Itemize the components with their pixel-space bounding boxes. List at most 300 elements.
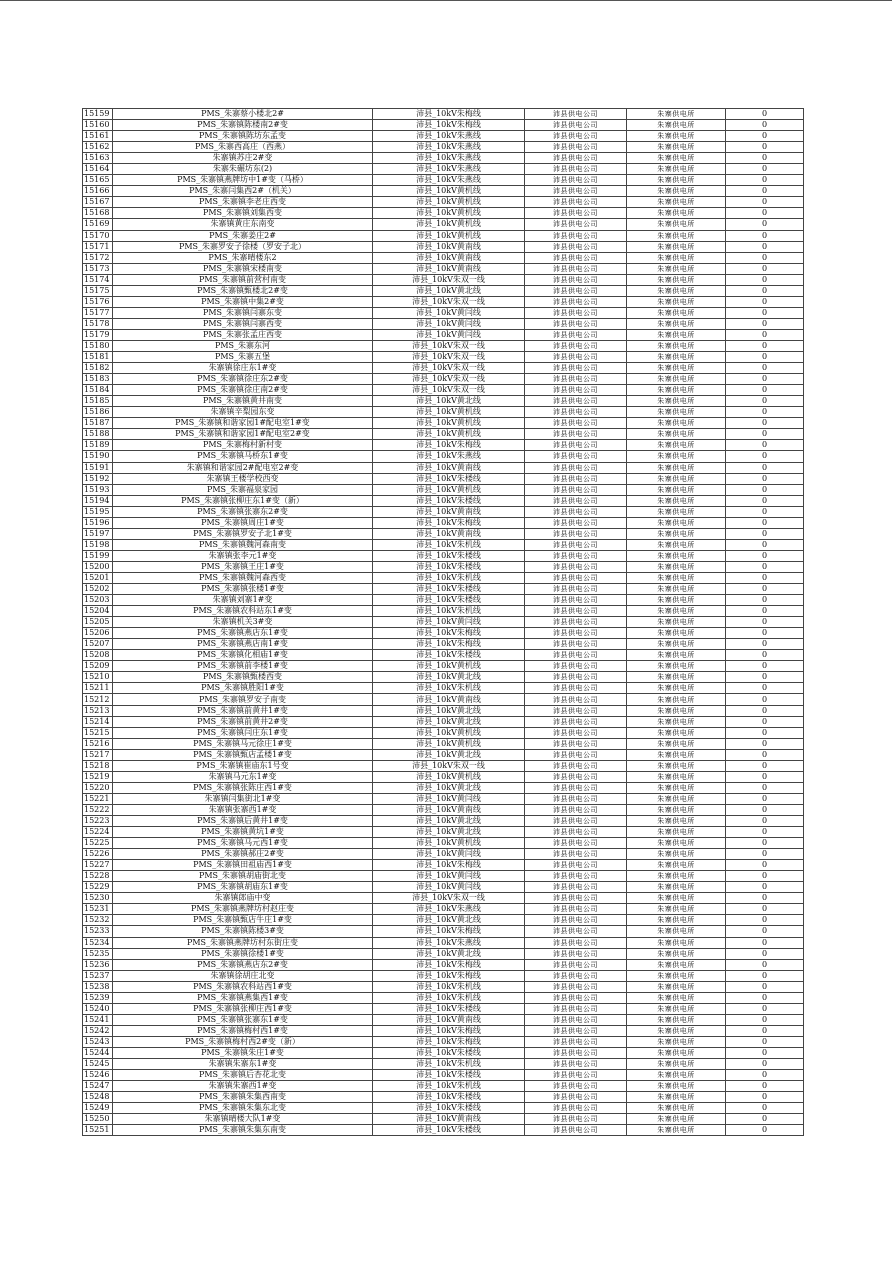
value-cell: 0 [726,252,804,263]
supply-office-cell: 朱寨供电所 [627,816,726,827]
table-row [83,1081,804,1092]
row-id-cell: 15242 [83,1025,113,1036]
transformer-name-cell: 朱寨镇闫集街北1#变 [113,793,373,804]
table-row [83,307,804,318]
feeder-line-cell: 沛县_10kV黄机线 [373,661,525,672]
transformer-name-cell: PMS_朱寨张孟庄西变 [113,329,373,340]
row-id-cell: 15197 [83,528,113,539]
supply-office-cell: 朱寨供电所 [627,1070,726,1081]
supply-office-cell: 朱寨供电所 [627,517,726,528]
value-cell: 0 [726,550,804,561]
value-cell: 0 [726,904,804,915]
supply-office-cell: 朱寨供电所 [627,871,726,882]
feeder-line-cell: 沛县_10kV朱双一线 [373,352,525,363]
table-row [83,407,804,418]
supply-company-cell: 沛县供电公司 [525,1059,627,1070]
feeder-line-cell: 沛县_10kV黄机线 [373,771,525,782]
supply-office-cell: 朱寨供电所 [627,1059,726,1070]
supply-office-cell: 朱寨供电所 [627,584,726,595]
supply-company-cell: 沛县供电公司 [525,517,627,528]
supply-office-cell: 朱寨供电所 [627,948,726,959]
row-id-cell: 15210 [83,672,113,683]
value-cell: 0 [726,992,804,1003]
value-cell: 0 [726,1036,804,1047]
table-row [83,1036,804,1047]
supply-company-cell: 沛县供电公司 [525,285,627,296]
transformer-name-cell: PMS_朱寨镇马元徐庄1#变 [113,738,373,749]
value-cell: 0 [726,539,804,550]
supply-company-cell: 沛县供电公司 [525,142,627,153]
row-id-cell: 15232 [83,915,113,926]
transformer-name-cell: PMS_朱寨梅村新村变 [113,440,373,451]
supply-company-cell: 沛县供电公司 [525,915,627,926]
table-row [83,804,804,815]
transformer-name-cell: PMS_朱寨镇周庄1#变 [113,517,373,528]
supply-office-cell: 朱寨供电所 [627,142,726,153]
supply-office-cell: 朱寨供电所 [627,1003,726,1014]
row-id-cell: 15224 [83,827,113,838]
feeder-line-cell: 沛县_10kV黄北线 [373,705,525,716]
supply-company-cell: 沛县供电公司 [525,1025,627,1036]
transformer-name-cell: PMS_朱寨镇张柳庄东1#变（新） [113,495,373,506]
feeder-line-cell: 沛县_10kV黄北线 [373,782,525,793]
row-id-cell: 15243 [83,1036,113,1047]
supply-office-cell: 朱寨供电所 [627,307,726,318]
supply-office-cell: 朱寨供电所 [627,661,726,672]
supply-office-cell: 朱寨供电所 [627,241,726,252]
supply-office-cell: 朱寨供电所 [627,827,726,838]
value-cell: 0 [726,738,804,749]
value-cell: 0 [726,451,804,462]
supply-company-cell: 沛县供电公司 [525,782,627,793]
feeder-line-cell: 沛县_10kV黄机线 [373,727,525,738]
feeder-line-cell: 沛县_10kV朱燕线 [373,451,525,462]
supply-company-cell: 沛县供电公司 [525,672,627,683]
table-row [83,539,804,550]
row-id-cell: 15236 [83,959,113,970]
table-row [83,241,804,252]
value-cell: 0 [726,639,804,650]
supply-company-cell: 沛县供电公司 [525,1070,627,1081]
value-cell: 0 [726,374,804,385]
supply-office-cell: 朱寨供电所 [627,1014,726,1025]
row-id-cell: 15195 [83,506,113,517]
transformer-name-cell: PMS_朱寨镇徐庄南2#变 [113,385,373,396]
supply-office-cell: 朱寨供电所 [627,1025,726,1036]
row-id-cell: 15159 [83,109,113,120]
row-id-cell: 15163 [83,153,113,164]
value-cell: 0 [726,572,804,583]
supply-company-cell: 沛县供电公司 [525,352,627,363]
row-id-cell: 15223 [83,816,113,827]
feeder-line-cell: 沛县_10kV朱楼线 [373,495,525,506]
value-cell: 0 [726,561,804,572]
feeder-line-cell: 沛县_10kV朱楼线 [373,1103,525,1114]
supply-office-cell: 朱寨供电所 [627,385,726,396]
feeder-line-cell: 沛县_10kV朱燕线 [373,937,525,948]
feeder-line-cell: 沛县_10kV黄闫线 [373,882,525,893]
value-cell: 0 [726,285,804,296]
value-cell: 0 [726,959,804,970]
supply-office-cell: 朱寨供电所 [627,340,726,351]
transformer-name-cell: PMS_朱寨镇燕集西1#变 [113,992,373,1003]
supply-company-cell: 沛县供电公司 [525,827,627,838]
feeder-line-cell: 沛县_10kV朱梅线 [373,970,525,981]
table-row [83,1047,804,1058]
row-id-cell: 15169 [83,219,113,230]
supply-company-cell: 沛县供电公司 [525,1114,627,1125]
transformer-name-cell: PMS_朱寨镇闫寨东变 [113,307,373,318]
table-row [83,418,804,429]
supply-company-cell: 沛县供电公司 [525,307,627,318]
supply-office-cell: 朱寨供电所 [627,329,726,340]
table-row [83,1103,804,1114]
supply-company-cell: 沛县供电公司 [525,197,627,208]
table-row [83,429,804,440]
supply-company-cell: 沛县供电公司 [525,760,627,771]
feeder-line-cell: 沛县_10kV黄机线 [373,838,525,849]
value-cell: 0 [726,352,804,363]
supply-office-cell: 朱寨供电所 [627,197,726,208]
page-top-rule [0,0,892,1]
supply-office-cell: 朱寨供电所 [627,838,726,849]
supply-office-cell: 朱寨供电所 [627,639,726,650]
row-id-cell: 15200 [83,561,113,572]
supply-company-cell: 沛县供电公司 [525,893,627,904]
supply-office-cell: 朱寨供电所 [627,705,726,716]
supply-company-cell: 沛县供电公司 [525,1047,627,1058]
substation-table [82,108,804,1136]
transformer-name-cell: 朱寨镇郎庙中变 [113,893,373,904]
supply-office-cell: 朱寨供电所 [627,109,726,120]
value-cell: 0 [726,683,804,694]
feeder-line-cell: 沛县_10kV朱双一线 [373,760,525,771]
value-cell: 0 [726,1125,804,1136]
supply-company-cell: 沛县供电公司 [525,617,627,628]
value-cell: 0 [726,462,804,473]
value-cell: 0 [726,473,804,484]
supply-office-cell: 朱寨供电所 [627,153,726,164]
table-row [83,1114,804,1125]
row-id-cell: 15220 [83,782,113,793]
table-row [83,495,804,506]
supply-office-cell: 朱寨供电所 [627,451,726,462]
value-cell: 0 [726,860,804,871]
row-id-cell: 15192 [83,473,113,484]
transformer-name-cell: PMS_朱寨镇农科站西1#变 [113,981,373,992]
supply-company-cell: 沛县供电公司 [525,628,627,639]
row-id-cell: 15162 [83,142,113,153]
table-row [83,584,804,595]
supply-company-cell: 沛县供电公司 [525,219,627,230]
feeder-line-cell: 沛县_10kV朱机线 [373,606,525,617]
feeder-line-cell: 沛县_10kV黄南线 [373,528,525,539]
row-id-cell: 15235 [83,948,113,959]
feeder-line-cell: 沛县_10kV黄南线 [373,1114,525,1125]
table-row [83,374,804,385]
supply-company-cell: 沛县供电公司 [525,948,627,959]
transformer-name-cell: PMS_朱寨镇和谐家园1#配电室1#变 [113,418,373,429]
transformer-name-cell: PMS_朱寨镇和谐家园1#配电室2#变 [113,429,373,440]
transformer-name-cell: PMS_朱寨镇魏河森西变 [113,572,373,583]
transformer-name-cell: PMS_朱寨镇朱庄1#变 [113,1047,373,1058]
transformer-name-cell: PMS_朱寨镇徐庄东2#变 [113,374,373,385]
feeder-line-cell: 沛县_10kV朱楼线 [373,1003,525,1014]
table-row [83,120,804,131]
feeder-line-cell: 沛县_10kV朱机线 [373,539,525,550]
supply-company-cell: 沛县供电公司 [525,937,627,948]
supply-company-cell: 沛县供电公司 [525,506,627,517]
table-row [83,208,804,219]
supply-office-cell: 朱寨供电所 [627,186,726,197]
supply-office-cell: 朱寨供电所 [627,1103,726,1114]
feeder-line-cell: 沛县_10kV黄南线 [373,694,525,705]
supply-office-cell: 朱寨供电所 [627,793,726,804]
row-id-cell: 15193 [83,484,113,495]
value-cell: 0 [726,793,804,804]
transformer-name-cell: PMS_朱寨镇朱集西南变 [113,1092,373,1103]
table-row [83,760,804,771]
feeder-line-cell: 沛县_10kV朱楼线 [373,1070,525,1081]
transformer-name-cell: PMS_朱寨福泉家园 [113,484,373,495]
feeder-line-cell: 沛县_10kV黄机线 [373,219,525,230]
supply-company-cell: 沛县供电公司 [525,550,627,561]
supply-office-cell: 朱寨供电所 [627,683,726,694]
value-cell: 0 [726,1092,804,1103]
transformer-name-cell: 朱寨镇黄庄东南变 [113,219,373,230]
transformer-name-cell: PMS_朱寨镇燕店南1#变 [113,639,373,650]
transformer-name-cell: PMS_朱寨镇郝庄2#变 [113,849,373,860]
row-id-cell: 15160 [83,120,113,131]
transformer-name-cell: PMS_朱寨镇中集2#变 [113,296,373,307]
feeder-line-cell: 沛县_10kV黄北线 [373,716,525,727]
supply-company-cell: 沛县供电公司 [525,263,627,274]
table-row [83,528,804,539]
transformer-name-cell: 朱寨镇徐庄东1#变 [113,363,373,374]
supply-company-cell: 沛县供电公司 [525,860,627,871]
row-id-cell: 15161 [83,131,113,142]
value-cell: 0 [726,838,804,849]
value-cell: 0 [726,650,804,661]
value-cell: 0 [726,120,804,131]
feeder-line-cell: 沛县_10kV黄机线 [373,197,525,208]
transformer-name-cell: PMS_朱寨镇农科站东1#变 [113,606,373,617]
feeder-line-cell: 沛县_10kV黄北线 [373,827,525,838]
supply-company-cell: 沛县供电公司 [525,274,627,285]
row-id-cell: 15246 [83,1070,113,1081]
transformer-name-cell: PMS_朱寨镇后杏花北变 [113,1070,373,1081]
table-row [83,838,804,849]
table-row [83,219,804,230]
table-row [83,230,804,241]
row-id-cell: 15245 [83,1059,113,1070]
value-cell: 0 [726,418,804,429]
feeder-line-cell: 沛县_10kV朱梅线 [373,628,525,639]
transformer-name-cell: PMS_朱寨镇罗安子北1#变 [113,528,373,539]
transformer-name-cell: PMS_朱寨镇魏河森南变 [113,539,373,550]
supply-office-cell: 朱寨供电所 [627,495,726,506]
transformer-name-cell: 朱寨镇机关3#变 [113,617,373,628]
table-row [83,274,804,285]
feeder-line-cell: 沛县_10kV黄闫线 [373,318,525,329]
supply-company-cell: 沛县供电公司 [525,252,627,263]
transformer-name-cell: PMS_朱寨镇梅村西2#变（新） [113,1036,373,1047]
supply-office-cell: 朱寨供电所 [627,1036,726,1047]
feeder-line-cell: 沛县_10kV黄机线 [373,429,525,440]
value-cell: 0 [726,131,804,142]
row-id-cell: 15227 [83,860,113,871]
value-cell: 0 [726,827,804,838]
supply-company-cell: 沛县供电公司 [525,120,627,131]
table-row [83,252,804,263]
table-row [83,981,804,992]
feeder-line-cell: 沛县_10kV朱梅线 [373,926,525,937]
table-row [83,506,804,517]
value-cell: 0 [726,584,804,595]
row-id-cell: 15239 [83,992,113,1003]
supply-company-cell: 沛县供电公司 [525,451,627,462]
value-cell: 0 [726,804,804,815]
feeder-line-cell: 沛县_10kV黄南线 [373,263,525,274]
supply-company-cell: 沛县供电公司 [525,1036,627,1047]
table-row [83,816,804,827]
feeder-line-cell: 沛县_10kV黄机线 [373,738,525,749]
supply-company-cell: 沛县供电公司 [525,959,627,970]
transformer-name-cell: PMS_朱寨镇前营村南变 [113,274,373,285]
row-id-cell: 15209 [83,661,113,672]
value-cell: 0 [726,495,804,506]
feeder-line-cell: 沛县_10kV黄北线 [373,672,525,683]
supply-office-cell: 朱寨供电所 [627,263,726,274]
value-cell: 0 [726,849,804,860]
row-id-cell: 15206 [83,628,113,639]
feeder-line-cell: 沛县_10kV朱楼线 [373,1047,525,1058]
transformer-name-cell: PMS_朱寨五堡 [113,352,373,363]
table-row [83,109,804,120]
value-cell: 0 [726,661,804,672]
value-cell: 0 [726,771,804,782]
table-row [83,959,804,970]
supply-company-cell: 沛县供电公司 [525,363,627,374]
row-id-cell: 15215 [83,727,113,738]
table-row [83,617,804,628]
feeder-line-cell: 沛县_10kV朱楼线 [373,650,525,661]
feeder-line-cell: 沛县_10kV黄闫线 [373,793,525,804]
feeder-line-cell: 沛县_10kV朱燕线 [373,142,525,153]
supply-office-cell: 朱寨供电所 [627,539,726,550]
transformer-name-cell: 朱寨镇张李元1#变 [113,550,373,561]
transformer-name-cell: PMS_朱寨镇崔庙东1号变 [113,760,373,771]
supply-office-cell: 朱寨供电所 [627,1092,726,1103]
row-id-cell: 15213 [83,705,113,716]
table-row [83,705,804,716]
value-cell: 0 [726,153,804,164]
table-row [83,484,804,495]
table-row [83,1003,804,1014]
supply-office-cell: 朱寨供电所 [627,606,726,617]
feeder-line-cell: 沛县_10kV黄北线 [373,816,525,827]
supply-office-cell: 朱寨供电所 [627,352,726,363]
supply-office-cell: 朱寨供电所 [627,274,726,285]
value-cell: 0 [726,948,804,959]
feeder-line-cell: 沛县_10kV朱梅线 [373,639,525,650]
supply-office-cell: 朱寨供电所 [627,528,726,539]
transformer-name-cell: 朱寨镇晴楼大队1#变 [113,1114,373,1125]
transformer-name-cell: PMS_朱寨姜庄2# [113,230,373,241]
supply-company-cell: 沛县供电公司 [525,694,627,705]
row-id-cell: 15164 [83,164,113,175]
supply-company-cell: 沛县供电公司 [525,109,627,120]
value-cell: 0 [726,296,804,307]
supply-office-cell: 朱寨供电所 [627,219,726,230]
supply-office-cell: 朱寨供电所 [627,363,726,374]
supply-office-cell: 朱寨供电所 [627,937,726,948]
supply-company-cell: 沛县供电公司 [525,572,627,583]
supply-office-cell: 朱寨供电所 [627,318,726,329]
table-row [83,749,804,760]
feeder-line-cell: 沛县_10kV朱梅线 [373,440,525,451]
supply-office-cell: 朱寨供电所 [627,208,726,219]
supply-company-cell: 沛县供电公司 [525,175,627,186]
supply-office-cell: 朱寨供电所 [627,915,726,926]
supply-office-cell: 朱寨供电所 [627,407,726,418]
transformer-name-cell: 朱寨镇和谐家园2#配电室2#变 [113,462,373,473]
transformer-name-cell: PMS_朱寨镇王庄1#变 [113,561,373,572]
row-id-cell: 15216 [83,738,113,749]
table-row [83,882,804,893]
row-id-cell: 15187 [83,418,113,429]
table-row [83,771,804,782]
value-cell: 0 [726,606,804,617]
supply-office-cell: 朱寨供电所 [627,771,726,782]
feeder-line-cell: 沛县_10kV黄南线 [373,506,525,517]
feeder-line-cell: 沛县_10kV黄闫线 [373,871,525,882]
table-row [83,164,804,175]
feeder-line-cell: 沛县_10kV朱双一线 [373,274,525,285]
supply-office-cell: 朱寨供电所 [627,672,726,683]
feeder-line-cell: 沛县_10kV黄机线 [373,418,525,429]
supply-company-cell: 沛县供电公司 [525,329,627,340]
supply-company-cell: 沛县供电公司 [525,650,627,661]
table-row [83,296,804,307]
row-id-cell: 15211 [83,683,113,694]
row-id-cell: 15228 [83,871,113,882]
row-id-cell: 15205 [83,617,113,628]
table-row [83,263,804,274]
supply-company-cell: 沛县供电公司 [525,340,627,351]
value-cell: 0 [726,882,804,893]
feeder-line-cell: 沛县_10kV黄南线 [373,1014,525,1025]
row-id-cell: 15202 [83,584,113,595]
supply-company-cell: 沛县供电公司 [525,804,627,815]
supply-office-cell: 朱寨供电所 [627,429,726,440]
table-row [83,352,804,363]
table-row [83,462,804,473]
row-id-cell: 15177 [83,307,113,318]
supply-company-cell: 沛县供电公司 [525,584,627,595]
row-id-cell: 15238 [83,981,113,992]
supply-company-cell: 沛县供电公司 [525,318,627,329]
value-cell: 0 [726,749,804,760]
row-id-cell: 15208 [83,650,113,661]
feeder-line-cell: 沛县_10kV黄闫线 [373,849,525,860]
value-cell: 0 [726,186,804,197]
table-row [83,561,804,572]
supply-office-cell: 朱寨供电所 [627,595,726,606]
supply-company-cell: 沛县供电公司 [525,749,627,760]
value-cell: 0 [726,893,804,904]
row-id-cell: 15178 [83,318,113,329]
